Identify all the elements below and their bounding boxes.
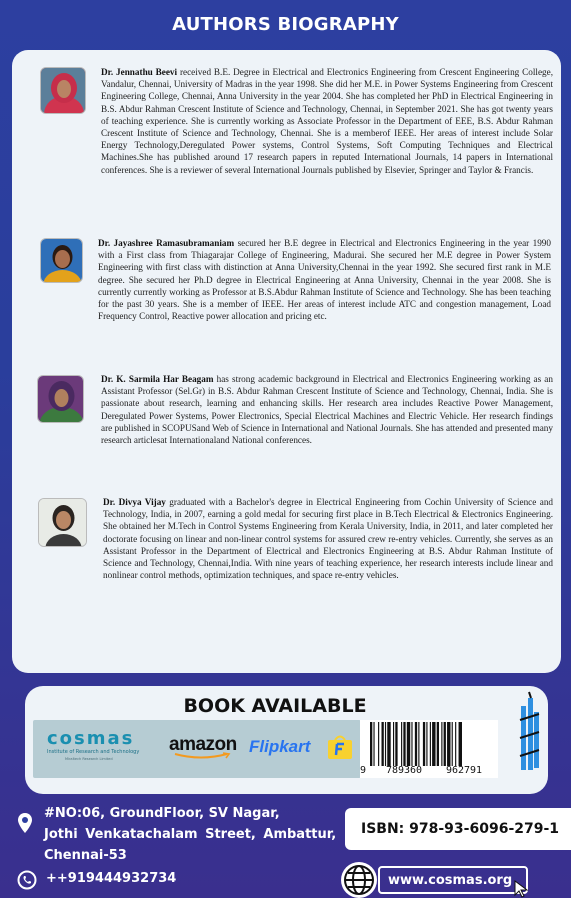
- store-logos-strip: [33, 720, 361, 778]
- phone-number[interactable]: ++919444932734: [46, 871, 177, 886]
- barcode-digits: [360, 765, 498, 776]
- cosmas-logo[interactable]: [47, 730, 157, 761]
- isbn-barcode: [360, 720, 498, 778]
- bio-body: graduated with a Bachelor's degree in Electrical Engineering from Cochin University of Science and Technology, India, in 2007, earning a gold medal for securing first place in B.Tech Electrical & Electronics Engineering. She obtained her M.Tech in Control Systems Engineering from Kerala University, India, in 2011, and later completed her doctorate focusing on linear and non-linear control systems for assured crew re-entry vehicles. Currently, she serves as an Assistant Professor in the Department of Electrical and Electronics Engineering at B.S. Abdur Rahman Institute of Science and Technology, Chennai,India. With nine years of teaching experience, her research interests include linear and nonlinear control methods, optimization techniques, and space re-entry vehicles.: [103, 497, 554, 581]
- address: [44, 803, 344, 866]
- bio-paragraph: [101, 373, 553, 446]
- bio-paragraph: [103, 496, 553, 581]
- flipkart-wordmark: Flipkart: [249, 737, 311, 756]
- flipkart-bag-icon: [327, 735, 353, 759]
- flipkart-logo[interactable]: [249, 737, 353, 763]
- globe-icon: [339, 860, 379, 898]
- bio-body: secured her B.E degree in Electrical and Electronics Engineering in the year 1990 with a First class from Thiagarajar College of Engineering, Madurai. She secured her M.E degree in Power System Engineering with first class with distinction at Anna University,Chennai in the year 1992. She secured first rank in M.E degree. She secured her Ph.D degree in Electrical Engineering at Anna University, Chennai in the year 2008. She is currently currently working as Professor at B.S.Abdur Rahman Institute of Science and Technology. She has been teaching for the past 30 years. She is a member of IEEE. Her areas of interest include ATC and congestion management, Load Frequency Control, Reactive power allocation and pricing etc.: [98, 238, 551, 322]
- barcode-digit-prefix: 9: [360, 765, 367, 776]
- biography-card: [12, 50, 561, 673]
- bio-entry: [40, 237, 554, 322]
- bio-entry: [38, 496, 554, 581]
- bio-paragraph: [98, 237, 551, 322]
- cursor-icon: [514, 880, 530, 898]
- barcode-digits-left: 789360: [385, 765, 423, 776]
- address-line-3: Chennai-53: [44, 848, 127, 863]
- cosmas-vertical-logo-icon: [519, 690, 541, 774]
- author-photo: [40, 238, 83, 283]
- page-title: AUTHORS BIOGRAPHY: [172, 14, 399, 35]
- book-available-card: [25, 686, 548, 794]
- bio-body: received B.E. Degree in Electrical and Electronics Engineering from Crescent Engineering College, Vandalur, Chennai, University of Madras in the year 1998. She did her M.E. in Power Systems Engineering from Crescent Engineering College, Chennai, Anna University in the year 2004. She has completed her PhD in Electrical Engineering in B.S. Abdur Rahman Crescent Institute of Science and Technology, Chennai, in September 2021. She has got twenty years of teaching experience. She is currently working as Associate Professor in the Department of EEE, B.S. Abdur Rahman Crescent Institute of Science and Technology, Chennai. She is a memberof IEEE. Her areas of interest include Solar Energy Technology,Deregulated Power systems, Control Systems, Soft Computing Techniques and Electrical Machines.She has published around 17 research papers in reputed International Journals, 14 papers in International conferences. She is a reviewer of several International Journals published by Elsevier, Springer and Taylor & Francis.: [101, 67, 554, 175]
- cosmas-tagline: Institute of Research and Technology: [47, 749, 140, 755]
- amazon-wordmark: amazon: [169, 734, 237, 755]
- address-line-1: #NO:06, GroundFloor, SV Nagar,: [44, 806, 280, 821]
- address-line-2: Jothi Venkatachalam Street, Ambattur,: [44, 827, 337, 842]
- author-photo: [38, 498, 87, 547]
- cosmas-subtagline: Miraltech Research Limited: [65, 757, 113, 761]
- author-name: Dr. K. Sarmila Har Beagam: [101, 374, 214, 384]
- author-name: Dr. Jennathu Beevi: [101, 67, 178, 77]
- bio-paragraph: [101, 66, 553, 176]
- barcode-digits-right: 962791: [445, 765, 483, 776]
- website-text: www.cosmas.org: [388, 872, 513, 888]
- website-link[interactable]: [378, 866, 528, 894]
- bio-body: has strong academic background in Electrical and Electronics Engineering working as an Assistant Professor (Sel.Gr) in B.S. Abdur Rahman Crescent Institute of Science and Technology, Chennai, India. She is passionate about research, learning and enhancing skills. Her research area includes Reactive Power Management, Deregulated Power Systems, Power Electronics, Special Electrical Machines and Electric Vehicle. Her research findings are published in SCOPUSand Web of Science in International and National Journals. She has attended and presented many research articlesat Internationaland National conferences.: [101, 374, 553, 446]
- book-available-heading: BOOK AVAILABLE: [183, 695, 367, 717]
- isbn-text: ISBN: 978-93-6096-279-1: [361, 821, 560, 837]
- phone-icon: [17, 870, 37, 895]
- author-photo: [40, 67, 86, 114]
- barcode-bars-icon: [360, 720, 498, 766]
- bio-entry: [37, 373, 554, 446]
- cosmas-wordmark: cosmas: [47, 728, 135, 749]
- author-name: Dr. Jayashree Ramasubramaniam: [98, 238, 235, 248]
- bio-entry: [40, 66, 554, 176]
- author-photo: [37, 375, 84, 423]
- location-pin-icon: [17, 812, 33, 839]
- isbn-label: [345, 808, 571, 850]
- amazon-smile-icon: [173, 752, 233, 760]
- author-name: Dr. Divya Vijay: [103, 497, 166, 507]
- amazon-logo[interactable]: [169, 736, 241, 760]
